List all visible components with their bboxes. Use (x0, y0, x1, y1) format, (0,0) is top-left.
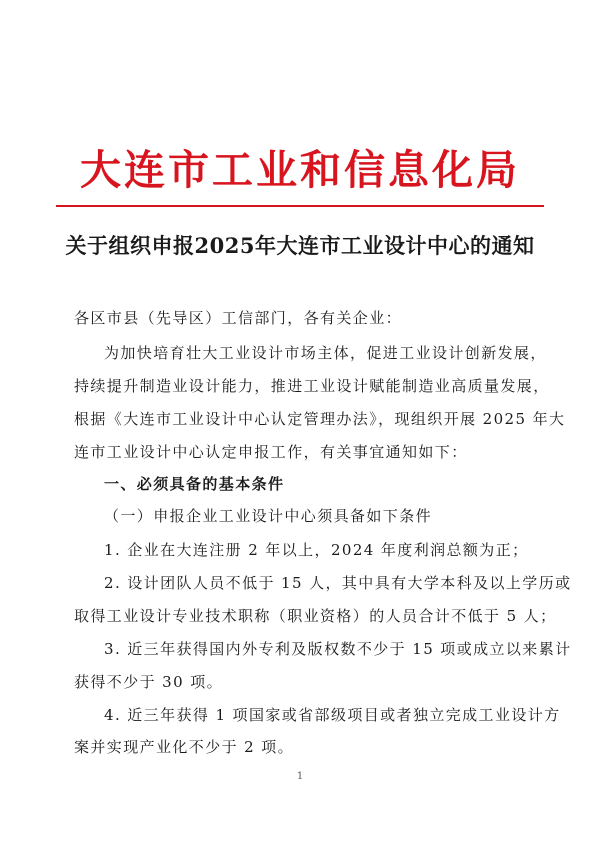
requirement-item-continuation: 获得不少于 30 项。 (74, 673, 224, 691)
section-heading: 一、必须具备的基本条件 (104, 475, 285, 493)
letterhead-org-name: 大连市工业和信息化局 (80, 146, 520, 194)
requirement-item-continuation: 取得工业设计专业技术职称（职业资格）的人员合计不低于 5 人； (74, 607, 557, 625)
requirement-item: 3. 近三年获得国内外专利及版权数不少于 15 项或成立以来累计 (104, 640, 572, 658)
intro-line: 为加快培育壮大工业设计市场主体，促进工业设计创新发展， (104, 344, 547, 362)
subsection-heading: （一）申报企业工业设计中心须具备如下条件 (104, 507, 433, 525)
requirement-item-continuation: 案并实现产业化不少于 2 项。 (74, 738, 295, 756)
requirement-item: 1. 企业在大连注册 2 年以上，2024 年度利润总额为正； (104, 541, 529, 559)
intro-line: 根据《大连市工业设计中心认定管理办法》，现组织开展 2025 年大 (74, 410, 566, 428)
document-title: 关于组织申报2025年大连市工业设计中心的通知 (65, 233, 535, 258)
intro-line: 连市工业设计中心认定申报工作，有关事宜通知如下： (74, 443, 468, 461)
intro-line: 持续提升制造业设计能力，推进工业设计赋能制造业高质量发展， (74, 377, 550, 395)
requirement-item: 4. 近三年获得 1 项国家或省部级项目或者独立完成工业设计方 (104, 706, 561, 724)
document-body (74, 0, 572, 848)
salutation: 各区市县（先导区）工信部门，各有关企业： (74, 309, 403, 327)
page-number: 1 (296, 771, 304, 782)
requirement-item: 2. 设计团队人员不低于 15 人，其中具有大学本科及以上学历或 (104, 574, 572, 592)
